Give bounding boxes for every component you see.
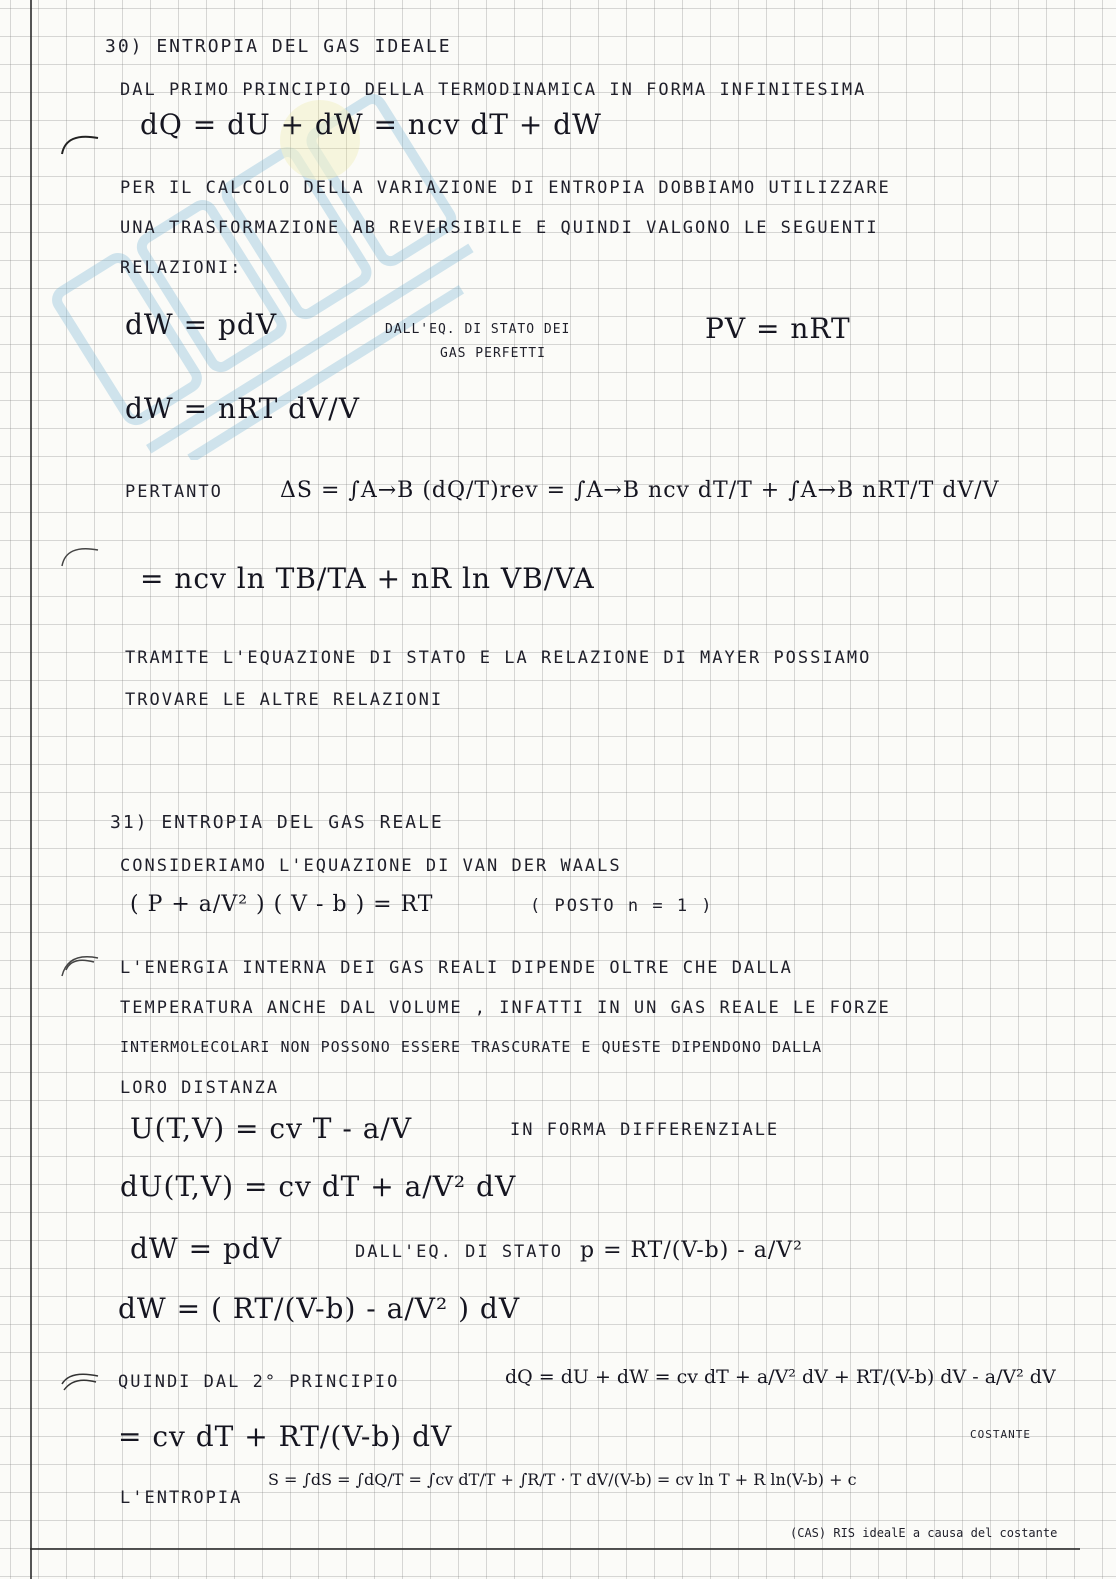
text-line: PER IL CALCOLO DELLA VARIAZIONE DI ENTROPIA DOBBIAMO UTILIZZARE: [120, 178, 891, 198]
text-line: L'ENERGIA INTERNA DEI GAS REALI DIPENDE OLTRE CHE DALLA: [120, 958, 793, 978]
side-note: GAS PERFETTI: [440, 346, 546, 361]
equation-line: p = RT/(V-b) - a/V²: [580, 1238, 803, 1263]
punch-hole-icon: [58, 540, 102, 570]
text-line: LORO DISTANZA: [120, 1078, 280, 1098]
equation-line: dW = pdV: [125, 308, 278, 341]
equation-line: = ncv ln TB/TA + nR ln VB/VA: [140, 562, 595, 595]
punch-hole-icon: [58, 1362, 102, 1392]
side-note: (CAS) RIS idealE a causa del costante: [790, 1526, 1058, 1540]
side-note: ( POSTO n = 1 ): [530, 896, 714, 916]
equation-line: U(T,V) = cv T - a/V: [130, 1112, 413, 1145]
punch-hole-icon: [58, 950, 102, 980]
equation-line: = cv dT + RT/(V-b) dV: [118, 1420, 453, 1453]
equation-line: S = ∫dS = ∫dQ/T = ∫cv dT/T + ∫R/T · T dV/(V-b) = cv ln T + R ln(V-b) + c: [268, 1470, 857, 1489]
text-line: TRAMITE L'EQUAZIONE DI STATO E LA RELAZIONE DI MAYER POSSIAMO: [125, 648, 872, 668]
text-line: RELAZIONI:: [120, 258, 243, 278]
side-note: DALL'EQ. DI STATO: [355, 1242, 563, 1262]
equation-line: dW = ( RT/(V-b) - a/V² ) dV: [118, 1292, 521, 1325]
equation-line: dW = nRT dV/V: [125, 392, 360, 425]
equation-line: PV = nRT: [705, 312, 851, 345]
text-line: TEMPERATURA ANCHE DAL VOLUME , INFATTI IN UN GAS REALE LE FORZE: [120, 998, 891, 1018]
equation-line: dW = pdV: [130, 1232, 283, 1265]
text-line: DAL PRIMO PRINCIPIO DELLA TERMODINAMICA IN FORMA INFINITESIMA: [120, 80, 867, 100]
section-30-heading: 30) ENTROPIA DEL GAS IDEALE: [105, 36, 452, 57]
text-line: PERTANTO: [125, 482, 223, 502]
equation-line: ( P + a/V² ) ( V - b ) = RT: [130, 892, 434, 917]
text-line: CONSIDERIAMO L'EQUAZIONE DI VAN DER WAALS: [120, 856, 622, 876]
text-line: INTERMOLECOLARI NON POSSONO ESSERE TRASCURATE E QUESTE DIPENDONO DALLA: [120, 1038, 823, 1056]
equation-line: dU(T,V) = cv dT + a/V² dV: [120, 1170, 517, 1203]
side-note: IN FORMA DIFFERENZIALE: [510, 1120, 780, 1140]
text-line: UNA TRASFORMAZIONE AB REVERSIBILE E QUINDI VALGONO LE SEGUENTI: [120, 218, 879, 238]
equation-line: dQ = dU + dW = ncv dT + dW: [140, 108, 602, 141]
punch-hole-icon: [58, 128, 102, 158]
equation-line: dQ = dU + dW = cv dT + a/V² dV + RT/(V-b) dV - a/V² dV: [505, 1366, 1056, 1388]
equation-line: ΔS = ∫A→B (dQ/T)rev = ∫A→B ncv dT/T + ∫A→B nRT/T dV/V: [280, 478, 1000, 503]
text-line: QUINDI DAL 2° PRINCIPIO: [118, 1372, 400, 1392]
side-note: COSTANTE: [970, 1428, 1031, 1441]
side-note: DALL'EQ. DI STATO DEI: [385, 322, 571, 337]
section-31-heading: 31) ENTROPIA DEL GAS REALE: [110, 812, 444, 833]
text-line: TROVARE LE ALTRE RELAZIONI: [125, 690, 444, 710]
text-line: L'ENTROPIA: [120, 1488, 243, 1508]
page-bottom-edge: [30, 1548, 1080, 1550]
